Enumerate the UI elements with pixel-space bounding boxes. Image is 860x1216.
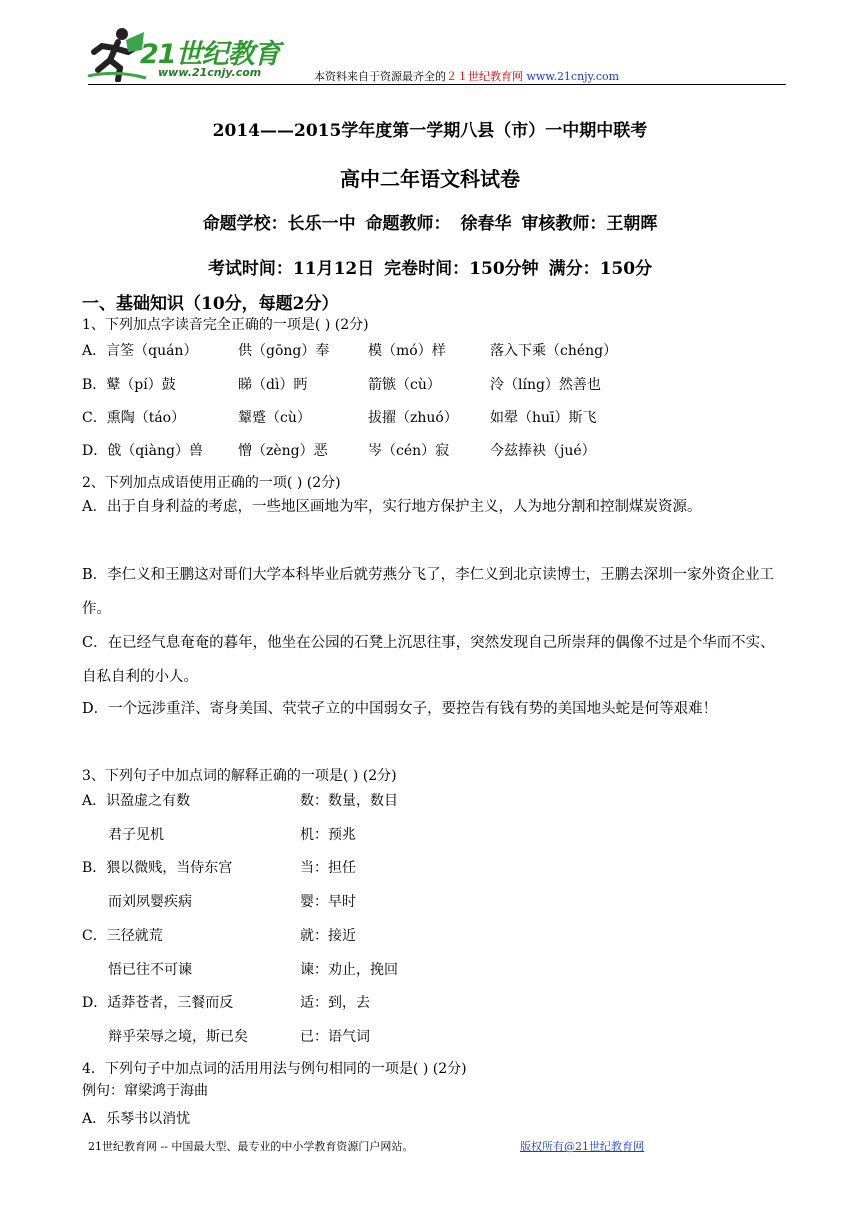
q1-a3: 模（mó）样 — [368, 343, 446, 359]
q2-option-d: D．一个远涉重洋、寄身美国、茕茕孑立的中国弱女子，要控告有钱有势的美国地头蛇是何等艰难！ — [82, 701, 718, 717]
question-4-option-a: A．乐琴书以消忧 — [82, 1111, 191, 1127]
q1-b3: 箭镞（cù） — [368, 377, 441, 393]
q3-a2-gloss: 机：预兆 — [300, 827, 356, 843]
header-site[interactable]: ２１世纪教育网 — [446, 70, 523, 83]
footer-text: 21世纪教育网 -- 中国最大型、最专业的中小学教育资源门户网站。 — [88, 1140, 414, 1153]
q1-c3: 拔擢（zhuó） — [368, 410, 458, 426]
q3-a-sentence: A．识盈虚之有数 — [82, 793, 191, 809]
paper-title: 高中二年语文科试卷 — [340, 167, 520, 191]
runner-icon — [88, 26, 148, 82]
q1-b1: B．鼙（pí）鼓 — [82, 377, 176, 393]
q3-b-gloss: 当：担任 — [300, 860, 356, 876]
q1-d2: 憎（zèng）恶 — [238, 443, 328, 459]
q3-a2-sentence: 君子见机 — [108, 827, 164, 843]
header-source: 本资料来自于资源最齐全的２１世纪教育网 www.21cnjy.com — [314, 70, 620, 83]
q1-c2: 颦蹙（cù） — [238, 410, 311, 426]
exam-title: 2014——2015学年度第一学期八县（市）一中期中联考 — [212, 121, 648, 141]
q1-a4: 落入下乘（chéng） — [490, 343, 618, 359]
q2-option-c: C．在已经气息奄奄的暮年，他坐在公园的石凳上沉思往事，突然发现自己所崇拜的偶像不过是个华而不实、自私自利的小人。 — [82, 635, 775, 685]
q1-d4: 今兹捧袂（jué） — [490, 443, 596, 459]
q3-c2-gloss: 谏：劝止，挽回 — [300, 962, 398, 978]
footer-copyright-link[interactable]: 版权所有@21世纪教育网 — [520, 1140, 644, 1153]
q3-c-sentence: C．三径就荒 — [82, 928, 163, 944]
question-4-stem: 4．下列句子中加点词的活用用法与例句相同的一项是( ) (2分) — [82, 1061, 467, 1077]
q1-b2: 睇（dì）眄 — [238, 377, 308, 393]
question-1-stem: 1、下列加点字读音完全正确的一项是( ) (2分) — [82, 317, 369, 333]
logo-url: www.21cnjy.com — [158, 66, 262, 79]
q3-d2-gloss: 已：语气词 — [300, 1029, 370, 1045]
q1-b4: 泠（líng）然善也 — [490, 377, 601, 393]
question-2-stem: 2、下列加点成语使用正确的一项( ) (2分) — [82, 475, 341, 491]
q3-c-gloss: 就：接近 — [300, 928, 356, 944]
q2-option-b: B．李仁义和王鹏这对哥们大学本科毕业后就劳燕分飞了，李仁义到北京读博士，王鹏去深圳一家外资企业工作。 — [82, 567, 775, 617]
site-logo — [88, 22, 288, 84]
q1-a2: 供（gōng）奉 — [238, 343, 330, 359]
q3-d-sentence: D．适莽苍者，三餐而反 — [82, 995, 234, 1011]
question-3-stem: 3、下列句子中加点词的解释正确的一项是( ) (2分) — [82, 768, 397, 784]
exam-time-info: 考试时间：11月12日 完卷时间：150分钟 满分：150分 — [207, 259, 653, 279]
q3-b-sentence: B．猥以微贱，当侍东宫 — [82, 860, 233, 876]
question-4-example: 例句：窜梁鸿于海曲 — [82, 1083, 208, 1099]
q3-b2-sentence: 而刘夙婴疾病 — [108, 894, 192, 910]
footer — [88, 1138, 644, 1154]
q3-c2-sentence: 悟已往不可谏 — [108, 962, 192, 978]
q1-a1: A．言筌（quán） — [82, 343, 198, 359]
q3-b2-gloss: 婴：早时 — [300, 894, 356, 910]
header-divider — [88, 84, 786, 85]
q2-option-a: A．出于自身利益的考虑，一些地区画地为牢，实行地方保护主义，人为地分割和控制煤炭资源。 — [82, 499, 702, 515]
section-title: 一、基础知识（10分，每题2分） — [82, 294, 339, 314]
q3-d2-sentence: 辩乎荣辱之境，斯已矣 — [108, 1029, 248, 1045]
header-url[interactable]: www.21cnjy.com — [526, 70, 620, 83]
author-info: 命题学校：长乐一中 命题教师： 徐春华 审核教师：王朝晖 — [202, 214, 658, 234]
q1-c1: C．熏陶（táo） — [82, 410, 186, 426]
logo-brand: 21世纪教育 — [140, 39, 280, 70]
q1-d1: D．戗（qiàng）兽 — [82, 443, 203, 459]
q3-d-gloss: 适：到，去 — [300, 995, 370, 1011]
q1-c4: 如翚（huī）斯飞 — [490, 410, 597, 426]
q3-a-gloss: 数：数量，数目 — [300, 793, 398, 809]
q1-d3: 岑（cén）寂 — [368, 443, 450, 459]
